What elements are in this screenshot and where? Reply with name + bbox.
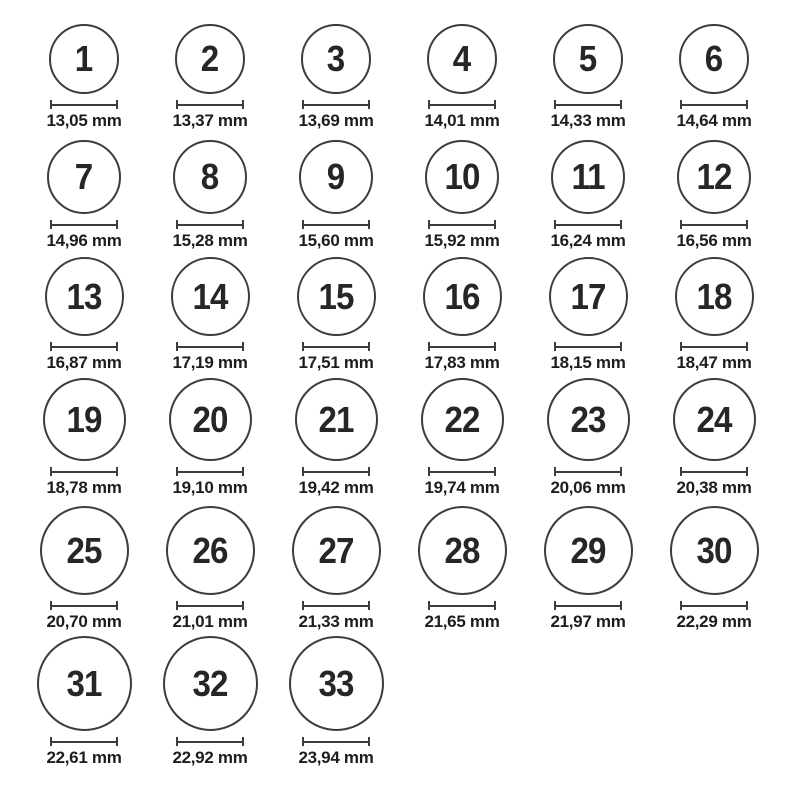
ring-size-item	[651, 24, 777, 131]
diameter-measure-line	[302, 737, 370, 746]
ring-size-number: 25	[66, 529, 102, 571]
ring-circle	[173, 140, 247, 214]
ring-circle	[47, 140, 121, 214]
ring-size-number: 6	[705, 38, 723, 79]
diameter-label: 19,74 mm	[424, 478, 500, 497]
ring-circle	[297, 257, 376, 336]
measure-line-bar	[178, 741, 242, 743]
measure-line-bar	[556, 104, 620, 106]
ring-size-number: 4	[453, 38, 471, 79]
ring-size-item	[147, 140, 273, 251]
ring-size-item	[147, 506, 273, 632]
ring-size-number: 14	[192, 275, 228, 317]
ring-size-number: 33	[318, 662, 354, 704]
measure-line-bar	[556, 471, 620, 473]
diameter-measure-line	[554, 220, 622, 229]
ring-circle	[421, 378, 504, 461]
diameter-label: 17,19 mm	[172, 353, 248, 372]
ring-size-number: 5	[579, 38, 597, 79]
diameter-label: 18,78 mm	[46, 478, 122, 497]
measure-line-bar	[556, 605, 620, 607]
ring-size-number: 24	[696, 398, 732, 440]
diameter-label: 14,01 mm	[424, 111, 500, 130]
ring-size-item	[273, 257, 399, 373]
diameter-measure-line	[554, 467, 622, 476]
diameter-label: 15,28 mm	[172, 231, 248, 250]
ring-circle	[169, 378, 252, 461]
ring-size-number: 7	[75, 156, 93, 197]
diameter-measure-line	[302, 100, 370, 109]
ring-size-number: 31	[66, 662, 102, 704]
diameter-label: 13,37 mm	[172, 111, 248, 130]
ring-circle	[418, 506, 507, 595]
diameter-label: 21,33 mm	[298, 612, 374, 631]
diameter-label: 15,92 mm	[424, 231, 500, 250]
diameter-label: 13,05 mm	[46, 111, 122, 130]
ring-circle	[299, 140, 373, 214]
diameter-measure-line	[680, 220, 748, 229]
ring-size-item	[21, 140, 147, 251]
ring-circle	[40, 506, 129, 595]
diameter-measure-line	[302, 467, 370, 476]
diameter-measure-line	[176, 737, 244, 746]
measure-line-bar	[430, 346, 494, 348]
measure-line-bar	[682, 471, 746, 473]
diameter-label: 16,24 mm	[550, 231, 626, 250]
diameter-label: 21,01 mm	[172, 612, 248, 631]
measure-line-bar	[178, 605, 242, 607]
chart-row	[21, 506, 800, 632]
measure-line-bar	[304, 224, 368, 226]
ring-circle	[677, 140, 751, 214]
ring-size-number: 16	[444, 275, 480, 317]
ring-size-item	[147, 378, 273, 498]
diameter-measure-line	[50, 737, 118, 746]
diameter-measure-line	[680, 100, 748, 109]
measure-line-bar	[682, 346, 746, 348]
diameter-measure-line	[554, 100, 622, 109]
diameter-measure-line	[428, 100, 496, 109]
ring-size-number: 2	[201, 38, 219, 79]
diameter-measure-line	[680, 342, 748, 351]
diameter-label: 19,42 mm	[298, 478, 374, 497]
diameter-measure-line	[176, 601, 244, 610]
ring-circle	[551, 140, 625, 214]
measure-line-bar	[682, 605, 746, 607]
ring-circle	[427, 24, 497, 94]
ring-size-item	[399, 378, 525, 498]
diameter-measure-line	[50, 601, 118, 610]
diameter-measure-line	[428, 342, 496, 351]
ring-size-number: 28	[444, 529, 480, 571]
ring-size-number: 20	[192, 398, 228, 440]
ring-size-number: 22	[444, 398, 480, 440]
diameter-label: 19,10 mm	[172, 478, 248, 497]
ring-size-item	[273, 636, 399, 768]
diameter-measure-line	[428, 601, 496, 610]
diameter-measure-line	[50, 100, 118, 109]
ring-size-item	[525, 24, 651, 131]
ring-size-number: 8	[201, 156, 219, 197]
measure-line-bar	[178, 104, 242, 106]
diameter-measure-line	[302, 601, 370, 610]
chart-row	[21, 378, 800, 498]
measure-line-bar	[304, 346, 368, 348]
ring-size-item	[651, 140, 777, 251]
diameter-label: 14,64 mm	[676, 111, 752, 130]
diameter-measure-line	[428, 220, 496, 229]
diameter-label: 14,96 mm	[46, 231, 122, 250]
diameter-label: 22,92 mm	[172, 748, 248, 767]
measure-line-bar	[304, 741, 368, 743]
measure-line-bar	[52, 741, 116, 743]
measure-line-bar	[52, 224, 116, 226]
diameter-label: 18,15 mm	[550, 353, 626, 372]
diameter-label: 21,65 mm	[424, 612, 500, 631]
ring-circle	[423, 257, 502, 336]
measure-line-bar	[304, 605, 368, 607]
ring-size-item	[399, 257, 525, 373]
ring-size-number: 13	[66, 275, 102, 317]
diameter-measure-line	[176, 220, 244, 229]
ring-circle	[673, 378, 756, 461]
ring-size-item	[399, 140, 525, 251]
ring-circle	[37, 636, 132, 731]
diameter-label: 22,61 mm	[46, 748, 122, 767]
ring-size-item	[273, 378, 399, 498]
measure-line-bar	[178, 346, 242, 348]
measure-line-bar	[304, 104, 368, 106]
diameter-label: 20,38 mm	[676, 478, 752, 497]
diameter-measure-line	[176, 100, 244, 109]
ring-circle	[289, 636, 384, 731]
ring-circle	[49, 24, 119, 94]
measure-line-bar	[430, 471, 494, 473]
diameter-label: 17,51 mm	[298, 353, 374, 372]
diameter-label: 22,29 mm	[676, 612, 752, 631]
ring-circle	[425, 140, 499, 214]
ring-size-item	[651, 378, 777, 498]
diameter-label: 14,33 mm	[550, 111, 626, 130]
ring-size-number: 32	[192, 662, 228, 704]
ring-circle	[670, 506, 759, 595]
diameter-label: 20,06 mm	[550, 478, 626, 497]
ring-size-item	[273, 506, 399, 632]
diameter-measure-line	[176, 467, 244, 476]
ring-circle	[166, 506, 255, 595]
measure-line-bar	[430, 605, 494, 607]
ring-size-item	[21, 636, 147, 768]
measure-line-bar	[556, 346, 620, 348]
diameter-label: 17,83 mm	[424, 353, 500, 372]
ring-size-number: 27	[318, 529, 354, 571]
measure-line-bar	[52, 471, 116, 473]
diameter-label: 18,47 mm	[676, 353, 752, 372]
ring-size-number: 21	[318, 398, 354, 440]
ring-size-item	[21, 24, 147, 131]
ring-size-item	[525, 140, 651, 251]
diameter-label: 13,69 mm	[298, 111, 374, 130]
measure-line-bar	[682, 224, 746, 226]
ring-size-number: 11	[571, 156, 605, 197]
ring-size-number: 30	[696, 529, 732, 571]
diameter-label: 23,94 mm	[298, 748, 374, 767]
ring-size-item	[147, 636, 273, 768]
diameter-measure-line	[554, 601, 622, 610]
measure-line-bar	[52, 346, 116, 348]
ring-size-number: 17	[570, 275, 606, 317]
measure-line-bar	[304, 471, 368, 473]
ring-circle	[547, 378, 630, 461]
chart-row	[21, 24, 800, 131]
chart-row	[21, 140, 800, 251]
measure-line-bar	[430, 104, 494, 106]
ring-size-number: 18	[696, 275, 732, 317]
diameter-label: 21,97 mm	[550, 612, 626, 631]
ring-size-number: 1	[75, 38, 93, 79]
measure-line-bar	[178, 471, 242, 473]
ring-size-item	[399, 506, 525, 632]
ring-size-item	[651, 506, 777, 632]
ring-circle	[45, 257, 124, 336]
ring-size-item	[525, 257, 651, 373]
diameter-label: 20,70 mm	[46, 612, 122, 631]
ring-size-item	[147, 257, 273, 373]
ring-size-number: 3	[327, 38, 345, 79]
measure-line-bar	[682, 104, 746, 106]
ring-circle	[549, 257, 628, 336]
ring-size-item	[273, 24, 399, 131]
diameter-label: 16,56 mm	[676, 231, 752, 250]
ring-size-number: 9	[327, 156, 345, 197]
ring-size-item	[21, 257, 147, 373]
ring-circle	[553, 24, 623, 94]
ring-size-item	[21, 378, 147, 498]
chart-row	[21, 257, 800, 373]
ring-size-number: 23	[570, 398, 606, 440]
ring-circle	[43, 378, 126, 461]
diameter-measure-line	[680, 467, 748, 476]
diameter-measure-line	[302, 220, 370, 229]
diameter-measure-line	[50, 342, 118, 351]
diameter-measure-line	[680, 601, 748, 610]
measure-line-bar	[430, 224, 494, 226]
chart-row	[21, 636, 800, 768]
diameter-measure-line	[554, 342, 622, 351]
diameter-label: 16,87 mm	[46, 353, 122, 372]
ring-circle	[675, 257, 754, 336]
ring-size-number: 26	[192, 529, 228, 571]
ring-circle	[292, 506, 381, 595]
ring-size-number: 15	[318, 275, 354, 317]
ring-circle	[171, 257, 250, 336]
measure-line-bar	[52, 605, 116, 607]
ring-size-number: 29	[570, 529, 606, 571]
measure-line-bar	[178, 224, 242, 226]
ring-size-number: 12	[696, 156, 732, 197]
ring-size-item	[525, 506, 651, 632]
ring-circle	[295, 378, 378, 461]
ring-circle	[301, 24, 371, 94]
ring-size-item	[525, 378, 651, 498]
ring-size-item	[147, 24, 273, 131]
ring-size-number: 19	[66, 398, 102, 440]
diameter-measure-line	[176, 342, 244, 351]
ring-size-item	[21, 506, 147, 632]
measure-line-bar	[52, 104, 116, 106]
ring-size-number: 10	[444, 156, 480, 197]
diameter-measure-line	[428, 467, 496, 476]
diameter-measure-line	[50, 467, 118, 476]
diameter-label: 15,60 mm	[298, 231, 374, 250]
diameter-measure-line	[50, 220, 118, 229]
diameter-measure-line	[302, 342, 370, 351]
ring-circle	[163, 636, 258, 731]
ring-circle	[175, 24, 245, 94]
ring-size-item	[399, 24, 525, 131]
ring-size-item	[651, 257, 777, 373]
ring-circle	[679, 24, 749, 94]
ring-size-item	[273, 140, 399, 251]
ring-circle	[544, 506, 633, 595]
measure-line-bar	[556, 224, 620, 226]
